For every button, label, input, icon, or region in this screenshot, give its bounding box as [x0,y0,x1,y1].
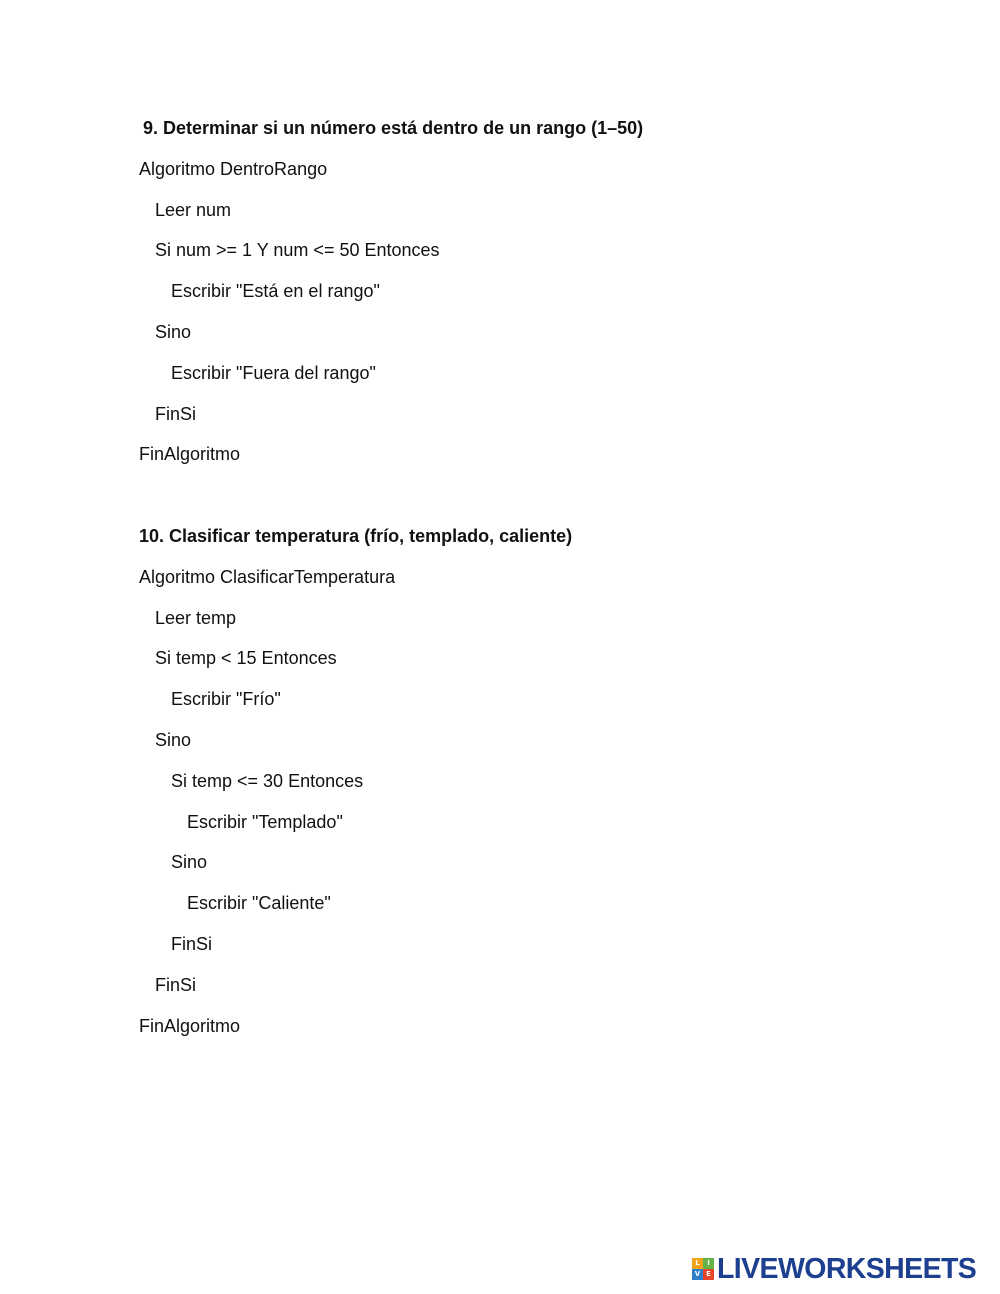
exercise-10 [139,522,899,1040]
code-line: Leer temp [155,607,237,628]
liveworksheets-wordmark: LIVEWORKSHEETS [717,1253,977,1285]
code-line: FinSi [155,974,197,995]
code-line: FinAlgoritmo [139,444,241,465]
code-line: Sino [155,321,192,342]
code-line: Escribir "Frío" [171,689,281,710]
code-line: Algoritmo DentroRango [139,158,328,179]
code-line: Sino [155,729,192,750]
code-line: Escribir "Fuera del rango" [171,362,376,383]
exercise-10-heading: 10. Clasificar temperatura (frío, templado, caliente) [139,526,573,546]
code-line: Sino [171,852,208,873]
exercise-9-heading: 9. Determinar si un número está dentro de un rango (1–50) [143,118,644,138]
code-line: Escribir "Caliente" [187,893,331,914]
code-line: Escribir "Templado" [187,811,343,832]
exercise-9 [139,114,899,468]
liveworksheets-logo-icon [692,1258,714,1280]
code-line: Escribir "Está en el rango" [171,281,380,302]
logo-letter-l: L [692,1258,703,1269]
code-line: FinSi [155,403,197,424]
logo-letter-e: E [703,1269,714,1280]
code-line: Si temp < 15 Entonces [155,648,337,669]
code-line: FinSi [171,933,213,954]
logo-letter-v: V [692,1269,703,1280]
code-line: FinAlgoritmo [139,1015,241,1036]
code-line: Leer num [155,199,232,220]
code-line: Si num >= 1 Y num <= 50 Entonces [155,240,440,261]
logo-letter-i: I [703,1258,714,1269]
code-line: Algoritmo ClasificarTemperatura [139,566,396,587]
liveworksheets-logo[interactable] [692,1254,976,1284]
code-line: Si temp <= 30 Entonces [171,770,364,791]
